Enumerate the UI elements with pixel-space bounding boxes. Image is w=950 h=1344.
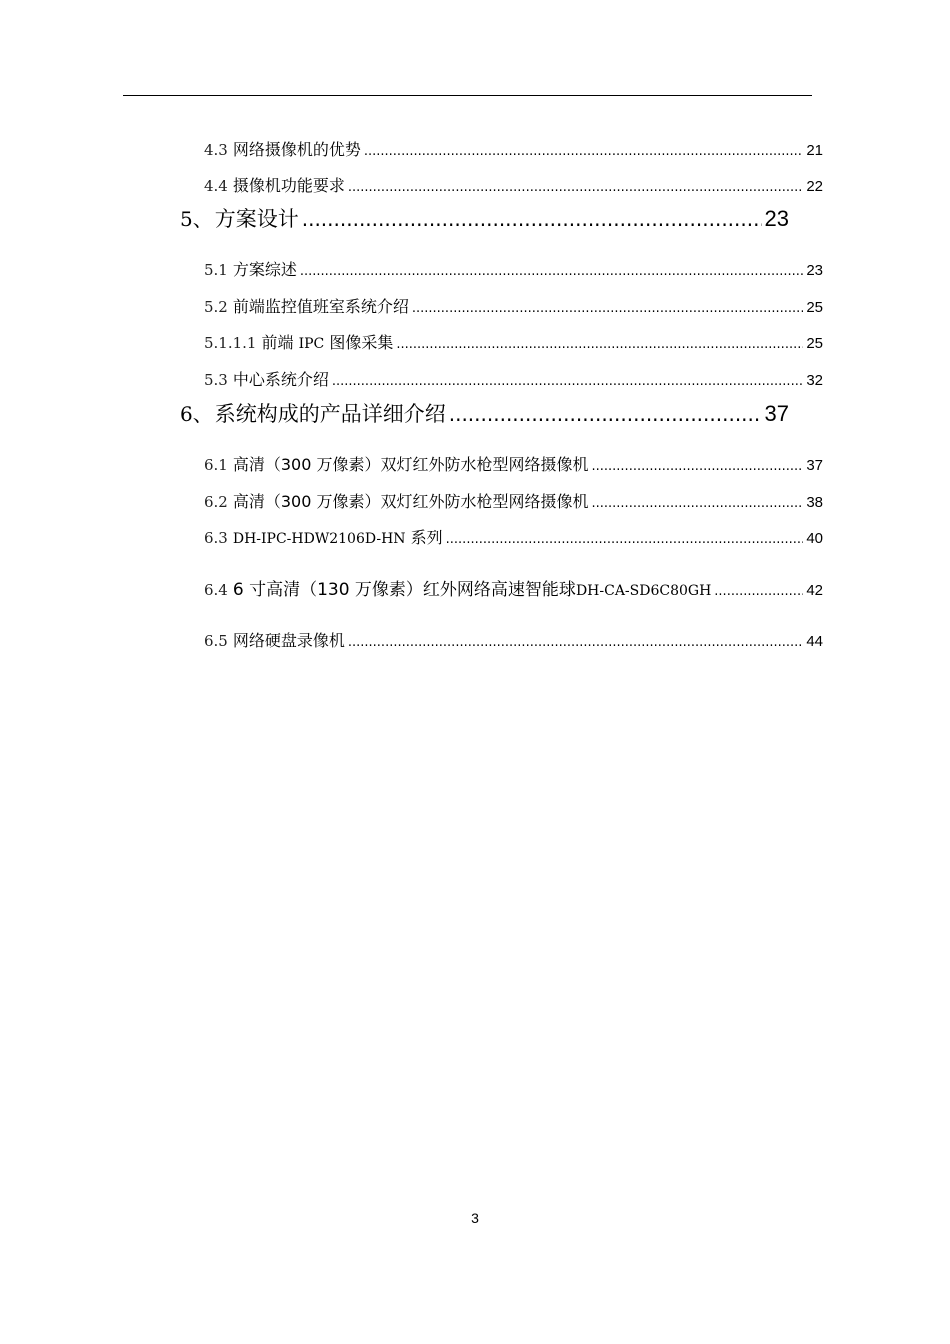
toc-entry-4-4[interactable] [204,175,823,197]
dot-leader [592,493,804,515]
toc-page-number: 25 [806,335,823,352]
toc-page-number: 37 [806,457,823,474]
dot-leader [592,456,804,478]
toc-entry-5-1[interactable] [204,259,823,281]
toc-title: 高清（300 万像素）双灯红外防水枪型网络摄像机 [232,455,589,474]
toc-page-number: 40 [806,530,823,547]
toc-number: 5.3 [204,371,228,389]
dot-leader [412,298,803,320]
dot-leader [446,529,804,551]
toc-number: 5.2 [204,298,228,316]
toc-number: 5.1.1.1 [204,334,257,352]
toc-entry-6-2[interactable] [204,491,823,513]
toc-title: 网络摄像机的优势 [232,140,361,159]
toc-title: 前端监控值班室系统介绍 [232,297,409,316]
toc-title [233,527,443,550]
toc-number: 5、 [180,207,213,231]
dot-leader [348,632,803,654]
toc-entry-5-1-1-1[interactable] [204,332,823,354]
toc-title: 系统构成的产品详细介绍 [214,402,446,426]
toc-page-number: 25 [806,299,823,316]
toc-title-prefix: 前端 [261,333,294,352]
toc-entry-6[interactable] [180,400,789,428]
toc-title-code: DH-CA-SD6C80GH [575,583,712,599]
toc-title [261,332,393,355]
toc-number: 6.4 [204,581,228,599]
toc-page-number: 44 [806,633,823,650]
dot-leader [364,141,803,163]
dot-leader [714,581,803,603]
toc-entry-5-3[interactable] [204,369,823,391]
toc-title: 中心系统介绍 [232,370,329,389]
toc-number: 4.4 [204,177,228,195]
toc-number: 6.1 [204,456,228,474]
toc-entry-6-1[interactable] [204,454,823,476]
dot-leader [449,400,762,428]
toc-title-code: DH-IPC-HDW2106D-HN [232,531,406,547]
toc-entry-6-5[interactable] [204,630,823,652]
toc-page-number: 37 [764,401,789,426]
toc-number: 4.3 [204,141,228,159]
toc-page-number: 23 [806,262,823,279]
dot-leader [348,177,803,199]
toc-entry-6-4[interactable] [204,579,823,601]
toc-title-suffix: 图像采集 [329,333,394,352]
toc-title-suffix: 系列 [410,528,443,547]
toc-title: 方案设计 [214,207,299,231]
toc-title: 方案综述 [232,260,297,279]
toc-number: 6.3 [204,529,228,547]
toc-title-prefix: 6 寸高清（130 万像素）红外网络高速智能球 [232,580,576,600]
toc-entry-6-3[interactable] [204,527,823,549]
toc-title [233,579,711,602]
toc-title: 摄像机功能要求 [232,176,345,195]
dot-leader [396,334,803,356]
footer-page-number: 3 [471,1210,479,1226]
toc-page-number: 22 [806,178,823,195]
toc-number: 6、 [180,402,213,426]
dot-leader [300,261,803,283]
dot-leader [332,371,803,393]
toc-number: 6.5 [204,632,228,650]
toc-page-number: 42 [806,582,823,599]
dot-leader [302,205,762,233]
toc-entry-4-3[interactable] [204,139,823,161]
toc-number: 5.1 [204,261,228,279]
toc-number: 6.2 [204,493,228,511]
toc-title: 高清（300 万像素）双灯红外防水枪型网络摄像机 [232,492,589,511]
toc-page-number: 32 [806,372,823,389]
toc-entry-5[interactable] [180,205,789,233]
toc-title-code: IPC [298,336,325,352]
toc-page-number: 23 [764,206,789,231]
toc-page-number: 38 [806,494,823,511]
toc-title: 网络硬盘录像机 [232,631,345,650]
toc-entry-5-2[interactable] [204,296,823,318]
toc-page-number: 21 [806,142,823,159]
header-rule [123,95,812,96]
